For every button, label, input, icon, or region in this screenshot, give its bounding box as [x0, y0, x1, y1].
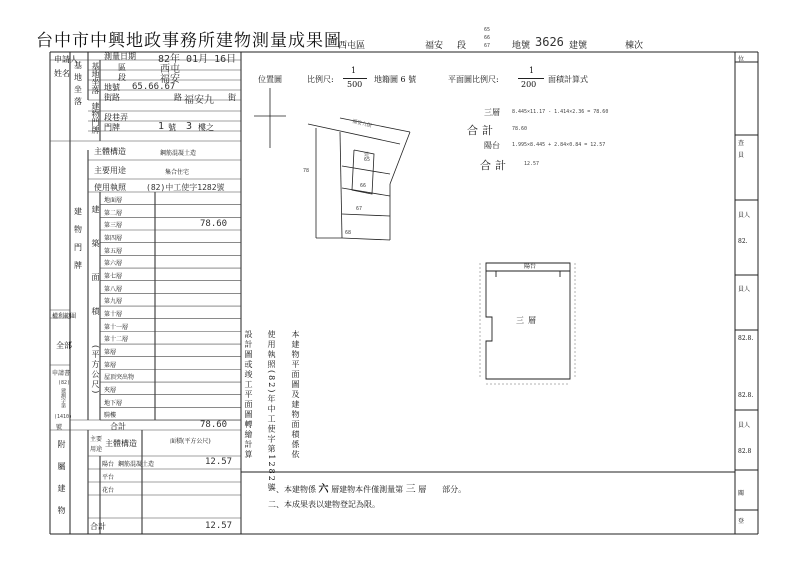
sum1-label: 合計: [467, 124, 497, 137]
cert-text-col2: 使用執照(82)年中工使字第1282號: [267, 330, 276, 493]
location-scale-den: 500: [347, 80, 363, 89]
area-calc-label: 面積計算式: [548, 75, 588, 84]
application-no-label: 號: [56, 424, 63, 431]
floor-row-name: 第四層: [104, 235, 123, 242]
survey-date-value: 82年 01月 16日: [158, 54, 237, 65]
annex-header-structure: 主體構造: [105, 439, 137, 448]
floor-row-name: 屋頂突出物: [104, 374, 135, 382]
floor-row-area: 78.60: [200, 219, 228, 230]
application-type: 建測字第: [60, 388, 66, 408]
left-margin-char: 地: [74, 73, 82, 82]
floor-row-name: 第六層: [104, 260, 123, 268]
location-map-drawing: [250, 88, 420, 248]
header-building-label: 建號: [569, 41, 588, 51]
header-section-name: 福安: [425, 41, 444, 51]
floor-row-name: 第八層: [104, 285, 123, 293]
annex-row-area: 12.57: [205, 457, 233, 467]
right-strip-entry: 查: [738, 140, 745, 147]
right-strip-entry: 82.8.: [738, 335, 754, 342]
location-map-ref: 地籍圖 6 號: [374, 75, 417, 84]
annex-row-structure: 鋼筋混凝土造: [118, 461, 155, 468]
annex-row-name: 陽台: [102, 461, 115, 468]
plan-scale-bar: [518, 78, 544, 79]
door-number-label: 號: [168, 123, 176, 132]
right-strip-entry: 員人: [738, 422, 751, 429]
permit-label: 使用執照: [94, 183, 126, 192]
floor-row-name: 第三層: [104, 222, 123, 230]
district-label: 區: [118, 63, 126, 72]
right-strip-entry: 員人: [738, 212, 751, 219]
total-value: 78.60: [200, 420, 228, 430]
lot-label-66: 66: [360, 183, 367, 189]
location-map-label: 位置圖: [258, 75, 282, 84]
floor-row-name: 第二層: [104, 209, 123, 217]
note-1-floors: 六: [318, 484, 329, 495]
parcel-num: 65: [484, 27, 491, 33]
note-2: 二、本成果表以建物登記為限。: [268, 500, 380, 509]
left-margin-char: 牌: [74, 261, 82, 270]
location-scale-num: 1: [351, 66, 357, 75]
lot-label-65: 65: [364, 157, 371, 163]
rights-scope-label: 權利範圍: [52, 313, 77, 320]
lot-label-68: 68: [345, 230, 352, 236]
floor-row-name: 地下層: [104, 399, 123, 407]
floor-row-name: 地面層: [104, 197, 123, 204]
application-label: 申請書: [52, 370, 71, 377]
structure-value: 鋼筋混凝土造: [160, 150, 197, 157]
street-label: 街路: [104, 93, 120, 102]
right-strip-entry: 82.: [738, 238, 748, 245]
floor-row-name: 第五層: [104, 247, 123, 255]
header-lot-label: 地號: [512, 41, 531, 51]
floor-row-name: 第十二層: [104, 336, 129, 344]
annex-row-name: 平台: [102, 474, 115, 481]
floor3-calc-label: 三層: [484, 108, 500, 117]
street-suffix: 街: [228, 93, 236, 102]
floor-row-name: 第七層: [104, 273, 123, 281]
total-label: 合計: [110, 422, 126, 431]
annex-header-area: 面積(平方公尺): [170, 438, 211, 445]
floor-row-name: 第十層: [104, 311, 123, 319]
floor-plan-floor-label: 三層: [516, 316, 540, 325]
unit-vertical-label: (平方公尺): [91, 345, 100, 396]
door-label: 門牌: [104, 123, 120, 132]
header-batch-label: 棟次: [625, 41, 644, 51]
floor-row-name: 第層: [104, 361, 117, 369]
annex-header-main: 主要: [90, 436, 103, 443]
plan-scale-num: 1: [529, 66, 535, 75]
usage-value: 集合住宅: [165, 169, 190, 176]
annex-total-value: 12.57: [205, 521, 233, 531]
street-name-label: 福安九街: [351, 118, 373, 130]
floors-vertical-label: 建築面積: [91, 205, 100, 341]
floor-row-name: 第十一層: [104, 323, 129, 331]
usage-label: 主要用途: [94, 166, 126, 175]
floor-plan-balcony-label: 陽台: [524, 263, 537, 270]
address-vertical-label: 建物門牌: [91, 102, 100, 134]
sum2-value: 12.57: [524, 161, 540, 167]
road-label: 路: [174, 93, 182, 102]
parcel-num: 67: [484, 43, 491, 49]
lot-label: 地號: [104, 83, 120, 92]
balcony-calc-label: 陽台: [484, 141, 500, 150]
right-strip-entry: 員: [738, 152, 745, 159]
application-year: (82): [58, 380, 71, 386]
annex-vertical-label: 附屬建物: [57, 440, 66, 528]
name-label: 姓名: [54, 69, 70, 78]
floor3-formula: 8.445×11.17 - 1.414×2.36 = 78.60: [512, 109, 609, 115]
location-scale-bar: [343, 78, 367, 79]
sum2-label: 合計: [480, 159, 510, 172]
lane-label: 段巷弄: [104, 113, 128, 122]
header-district: 西屯區: [338, 41, 366, 51]
left-margin-char: 落: [74, 97, 82, 106]
application-number: (1410): [54, 414, 73, 420]
right-strip-entry: 登: [738, 518, 745, 525]
note-1: [268, 480, 466, 495]
lot-label-67: 67: [356, 206, 363, 212]
parcel-num: 66: [484, 35, 491, 41]
door-number-value: 1: [158, 121, 165, 132]
survey-date-label: 測量日期: [104, 52, 136, 61]
structure-label: 主體構造: [94, 147, 126, 156]
left-margin-char: 坐: [74, 85, 82, 94]
document-title: 台中市中興地政事務所建物測量成果圖: [36, 31, 342, 51]
applicant-label: 申請人: [54, 55, 78, 64]
right-strip-entry: 員人: [738, 286, 751, 293]
street-value: 福安九: [184, 95, 214, 106]
annex-row-name: 花台: [102, 487, 115, 494]
section-label: 段: [118, 73, 126, 82]
floor-row-name: 騎樓: [104, 412, 117, 420]
floor-value: 3: [186, 121, 193, 132]
cert-text-col1: 本建物平面圖及建物面積係依: [291, 330, 300, 460]
left-margin-char: 基: [74, 61, 82, 70]
location-scale-label: 比例尺:: [307, 75, 334, 84]
plan-scale-label: 平面圖比例尺:: [448, 75, 499, 84]
floor-row-name: 第層: [104, 349, 117, 357]
header-section-label: 段: [457, 41, 467, 51]
floor-label: 樓之: [198, 123, 214, 132]
building-mark-label: 建: [364, 152, 370, 158]
floor-row-name: 夾層: [104, 387, 117, 395]
note-1-suffix: 層 部分。: [418, 485, 467, 494]
location-vertical-label: 基地坐落: [91, 62, 100, 94]
lot-value: 65.66.67: [132, 82, 176, 92]
lot-label-78: 78: [303, 168, 310, 174]
plan-scale-den: 200: [521, 80, 537, 89]
right-strip-entry: 82.8.: [738, 392, 754, 399]
right-strip-entry: 位: [738, 56, 745, 63]
note-1-floor: 三: [405, 484, 416, 495]
cert-text-col3: 設計圖或竣工平面圖轉繪計算: [244, 330, 253, 460]
rights-scope-value: 全部: [56, 341, 72, 350]
district-value: 西屯: [160, 64, 180, 75]
left-margin-char: 建: [74, 207, 82, 216]
balcony-formula: 1.995×8.445 + 2.84×0.84 = 12.57: [512, 142, 606, 148]
left-margin-char: 物: [74, 225, 82, 234]
permit-value: (82)中工使字1282號: [146, 183, 225, 192]
sum1-value: 78.60: [512, 126, 528, 132]
header-building-no: 3626: [535, 35, 564, 49]
section-value: 福安: [160, 74, 180, 85]
right-strip-entry: 82.8: [738, 448, 752, 455]
floor-row-name: 第九層: [104, 298, 123, 306]
note-1-middle: 層建物本件僅測量第: [331, 485, 404, 494]
right-strip-entry: 關: [738, 490, 745, 497]
left-margin-char: 門: [74, 243, 82, 252]
annex-header-use: 用途: [90, 446, 103, 453]
annex-total-label: 合計: [90, 522, 106, 531]
note-1-prefix: 一、本建物係: [268, 485, 316, 494]
